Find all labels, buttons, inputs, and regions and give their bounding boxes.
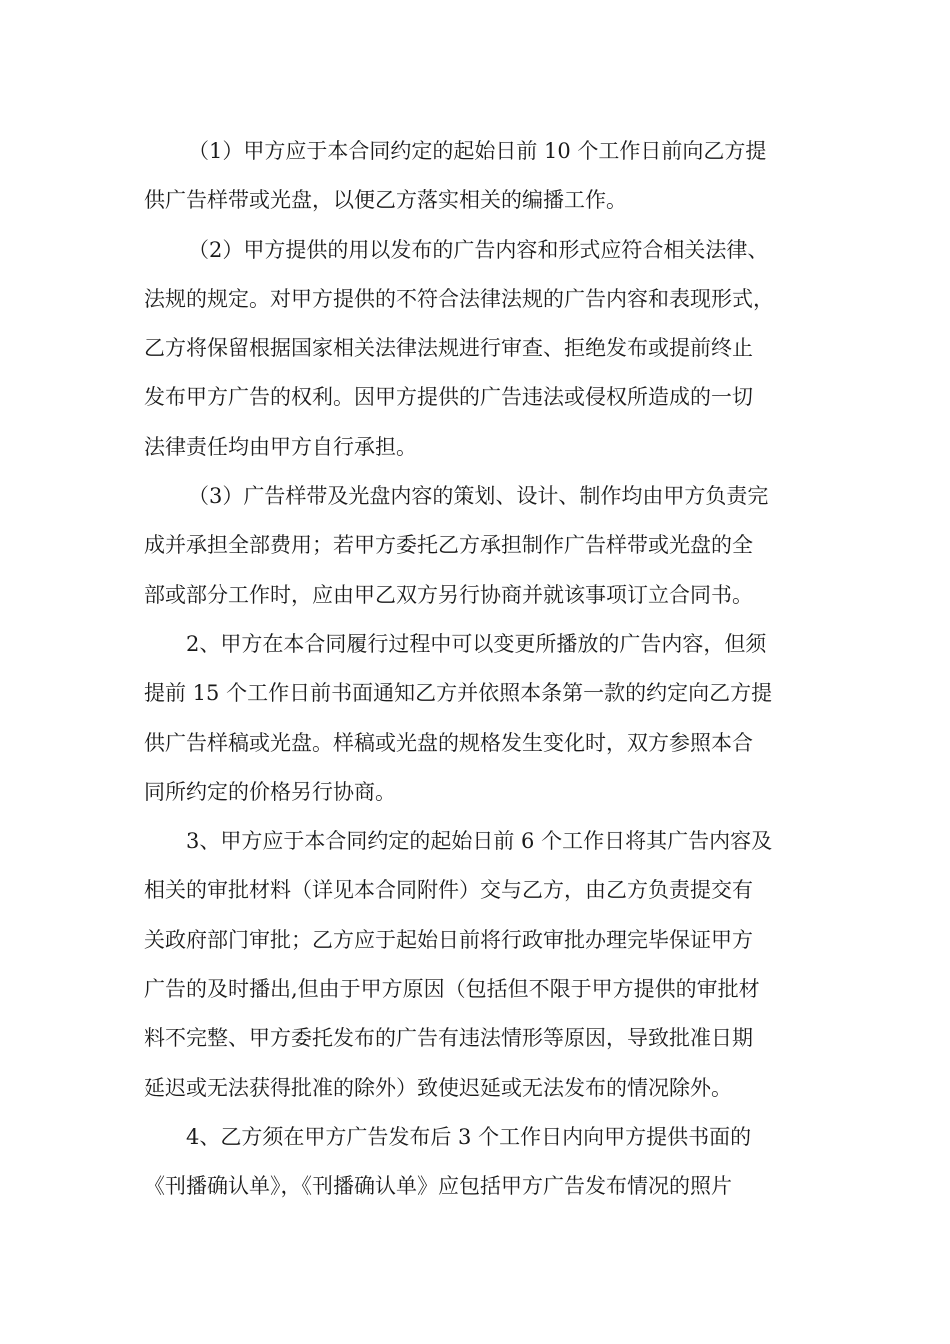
text-line: （1）甲方应于本合同约定的起始日前 10 个工作日前向乙方提 xyxy=(188,139,767,163)
text-line: 相关的审批材料（详见本合同附件）交与乙方，由乙方负责提交有 xyxy=(144,878,753,903)
text-line: 法律责任均由甲方自行承担。 xyxy=(144,434,417,459)
text-line: 同所约定的价格另行协商。 xyxy=(144,779,396,804)
text-line: 部或部分工作时，应由甲乙双方另行协商并就该事项订立合同书。 xyxy=(144,582,753,607)
text-line: 供广告样带或光盘，以便乙方落实相关的编播工作。 xyxy=(144,188,627,213)
text-line: （3）广告样带及光盘内容的策划、设计、制作均由甲方负责完 xyxy=(188,484,769,509)
text-line: 乙方将保留根据国家相关法律法规进行审查、拒绝发布或提前终止 xyxy=(144,336,753,361)
text-line: 料不完整、甲方委托发布的广告有违法情形等原因，导致批准日期 xyxy=(144,1026,753,1051)
text-line: 2、甲方在本合同履行过程中可以变更所播放的广告内容，但须 xyxy=(186,631,767,656)
text-line: 《刊播确认单》，《刊播确认单》应包括甲方广告发布情况的照片 xyxy=(144,1174,732,1199)
text-line: 法规的规定。对甲方提供的不符合法律法规的广告内容和表现形式， xyxy=(144,286,774,311)
text-line: 供广告样稿或光盘。样稿或光盘的规格发生变化时，双方参照本合 xyxy=(144,730,753,755)
text-line: 延迟或无法获得批准的除外）致使迟延或无法发布的情况除外。 xyxy=(144,1075,732,1100)
text-line: 广告的及时播出,但由于甲方原因（包括但不限于甲方提供的审批材 xyxy=(144,977,760,1002)
text-line: 关政府部门审批；乙方应于起始日前将行政审批办理完毕保证甲方 xyxy=(144,927,753,952)
text-line: 提前 15 个工作日前书面通知乙方并依照本条第一款的约定向乙方提 xyxy=(144,681,773,706)
text-line: 发布甲方广告的权利。因甲方提供的广告违法或侵权所造成的一切 xyxy=(144,385,753,410)
text-line: 3、甲方应于本合同约定的起始日前 6 个工作日将其广告内容及 xyxy=(186,829,773,854)
text-line: 4、乙方须在甲方广告发布后 3 个工作日内向甲方提供书面的 xyxy=(186,1124,752,1149)
text-line: 成并承担全部费用；若甲方委托乙方承担制作广告样带或光盘的全 xyxy=(144,533,753,558)
contract-body-text xyxy=(144,127,814,1212)
text-line: （2）甲方提供的用以发布的广告内容和形式应符合相关法律、 xyxy=(188,237,769,262)
